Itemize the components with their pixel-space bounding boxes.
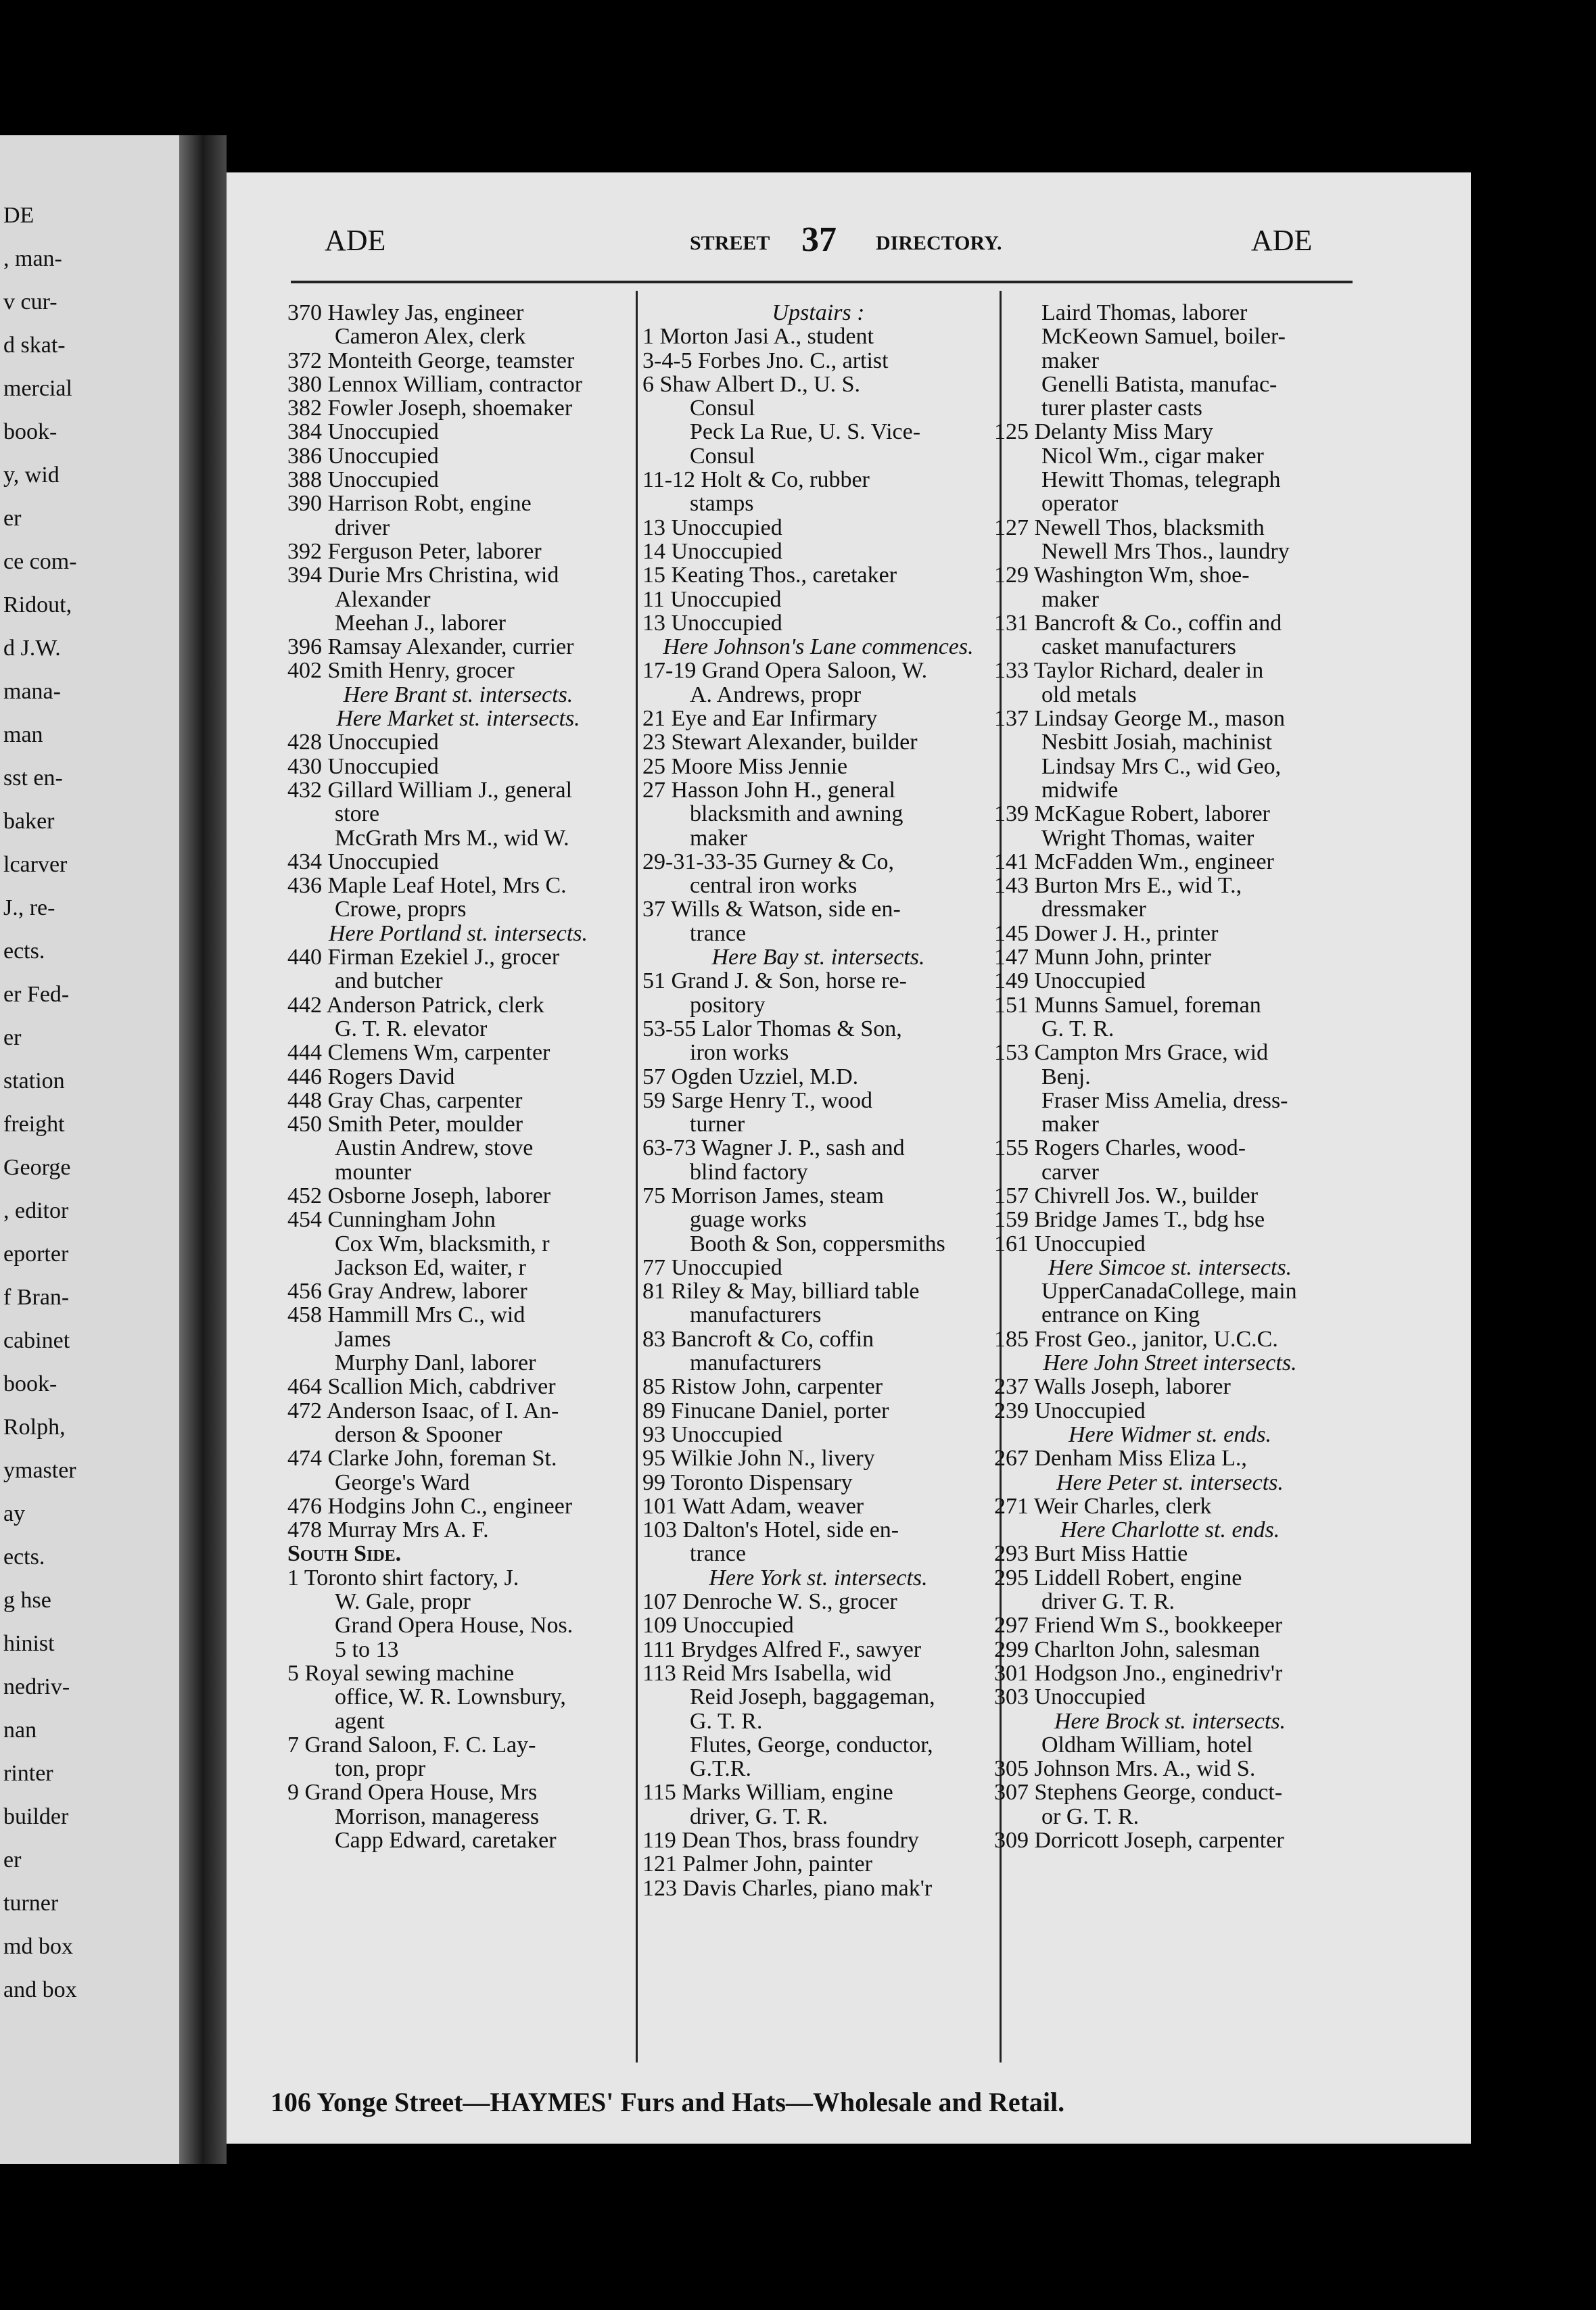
directory-entry: driver, G. T. R. bbox=[690, 1804, 828, 1829]
directory-entry: 17-19 Grand Opera Saloon, W. bbox=[642, 659, 928, 683]
directory-entry: 303 Unoccupied bbox=[994, 1685, 1146, 1710]
directory-entry: 77 Unoccupied bbox=[642, 1255, 782, 1280]
left-page-line: er bbox=[3, 1025, 22, 1050]
directory-entry: 155 Rogers Charles, wood- bbox=[994, 1136, 1246, 1160]
column-2 bbox=[642, 301, 994, 1900]
left-page-line: baker bbox=[3, 809, 55, 834]
directory-entry: 384 Unoccupied bbox=[287, 420, 439, 444]
directory-entry: 115 Marks William, engine bbox=[642, 1781, 893, 1805]
directory-entry: A. Andrews, propr bbox=[690, 682, 862, 707]
directory-entry: 123 Davis Charles, piano mak'r bbox=[642, 1876, 933, 1900]
directory-entry: Fraser Miss Amelia, dress- bbox=[1041, 1088, 1288, 1113]
directory-entry: Benj. bbox=[1041, 1064, 1091, 1089]
left-page-line: book- bbox=[3, 419, 57, 444]
directory-entry: or G. T. R. bbox=[1041, 1804, 1140, 1829]
directory-entry: 59 Sarge Henry T., wood bbox=[642, 1088, 872, 1113]
directory-entry: maker bbox=[1041, 587, 1099, 611]
directory-entry: store bbox=[335, 802, 380, 826]
left-page-line: eporter bbox=[3, 1242, 69, 1267]
directory-entry: 370 Hawley Jas, engineer bbox=[287, 301, 524, 325]
left-page-line: d skat- bbox=[3, 333, 66, 358]
directory-entry: 29-31-33-35 Gurney & Co, bbox=[642, 849, 895, 874]
directory-entry: 57 Ogden Uzziel, M.D. bbox=[642, 1064, 859, 1089]
directory-entry: 456 Gray Andrew, laborer bbox=[287, 1279, 527, 1304]
directory-entry: 83 Bancroft & Co, coffin bbox=[642, 1327, 874, 1352]
directory-entry: 101 Watt Adam, weaver bbox=[642, 1494, 864, 1519]
directory-entry: 472 Anderson Isaac, of I. An- bbox=[287, 1398, 559, 1423]
directory-entry: 6 Shaw Albert D., U. S. bbox=[642, 372, 861, 397]
directory-entry: 147 Munn John, printer bbox=[994, 945, 1212, 970]
directory-entry: 436 Maple Leaf Hotel, Mrs C. bbox=[287, 874, 567, 898]
section-note: Here Peter st. intersects. bbox=[1056, 1470, 1284, 1494]
directory-entry: 458 Hammill Mrs C., wid bbox=[287, 1303, 525, 1327]
directory-entry: 103 Dalton's Hotel, side en- bbox=[642, 1518, 899, 1542]
directory-entry: 432 Gillard William J., general bbox=[287, 778, 573, 803]
header-directory: DIRECTORY. bbox=[876, 232, 1002, 254]
section-note: Here Widmer st. ends. bbox=[1069, 1422, 1271, 1447]
directory-entry: Lindsay Mrs C., wid Geo, bbox=[1041, 754, 1282, 778]
directory-entry: 305 Johnson Mrs. A., wid S. bbox=[994, 1757, 1256, 1781]
directory-entry: dressmaker bbox=[1041, 897, 1146, 922]
directory-entry: James bbox=[335, 1327, 392, 1352]
directory-entry: 95 Wilkie John N., livery bbox=[642, 1446, 875, 1471]
directory-entry: G. T. R. elevator bbox=[335, 1016, 488, 1041]
directory-entry: 382 Fowler Joseph, shoemaker bbox=[287, 396, 573, 421]
directory-entry: UpperCanadaCollege, main bbox=[1041, 1279, 1297, 1304]
directory-entry: 450 Smith Peter, moulder bbox=[287, 1112, 523, 1137]
left-page-line: g hse bbox=[3, 1588, 51, 1613]
section-note: Here Brant st. intersects. bbox=[343, 682, 573, 707]
left-page-line: sst en- bbox=[3, 765, 63, 791]
directory-entry: trance bbox=[690, 921, 747, 946]
directory-entry: 151 Munns Samuel, foreman bbox=[994, 993, 1261, 1017]
header-street: STREET bbox=[690, 232, 770, 254]
directory-entry: 141 McFadden Wm., engineer bbox=[994, 849, 1274, 874]
directory-entry: Hewitt Thomas, telegraph bbox=[1041, 468, 1281, 492]
directory-entry: 299 Charlton John, salesman bbox=[994, 1637, 1260, 1661]
directory-entry: 1 Morton Jasi A., student bbox=[642, 325, 874, 349]
directory-entry: central iron works bbox=[690, 874, 858, 898]
directory-entry: 107 Denroche W. S., grocer bbox=[642, 1590, 897, 1614]
directory-entry: 127 Newell Thos, blacksmith bbox=[994, 515, 1265, 540]
directory-entry: driver bbox=[335, 515, 390, 540]
book-gutter bbox=[179, 135, 227, 2164]
directory-entry: guage works bbox=[690, 1208, 807, 1232]
directory-entry: 153 Campton Mrs Grace, wid bbox=[994, 1041, 1269, 1065]
directory-entry: ton, propr bbox=[335, 1757, 426, 1781]
directory-entry: McGrath Mrs M., wid W. bbox=[335, 826, 569, 850]
section-note: Here Simcoe st. intersects. bbox=[1048, 1255, 1292, 1280]
directory-entry: 109 Unoccupied bbox=[642, 1613, 794, 1638]
directory-entry: 464 Scallion Mich, cabdriver bbox=[287, 1375, 556, 1399]
directory-entry: W. Gale, propr bbox=[335, 1590, 471, 1614]
directory-entry: Oldham William, hotel bbox=[1041, 1732, 1253, 1758]
directory-entry: Consul bbox=[690, 396, 755, 421]
directory-entry: 53-55 Lalor Thomas & Son, bbox=[642, 1016, 902, 1041]
directory-entry: pository bbox=[690, 993, 766, 1017]
directory-entry: 271 Weir Charles, clerk bbox=[994, 1494, 1212, 1519]
directory-entry: trance bbox=[690, 1542, 747, 1566]
left-page-line: ects. bbox=[3, 939, 45, 964]
directory-entry: blind factory bbox=[690, 1160, 808, 1184]
directory-entry: 309 Dorricott Joseph, carpenter bbox=[994, 1829, 1284, 1853]
section-note: Here Bay st. intersects. bbox=[711, 945, 925, 970]
directory-entry: 14 Unoccupied bbox=[642, 539, 782, 564]
directory-entry: Peck La Rue, U. S. Vice- bbox=[690, 420, 921, 444]
directory-entry: 394 Durie Mrs Christina, wid bbox=[287, 563, 559, 588]
directory-entry: Grand Opera House, Nos. bbox=[335, 1613, 573, 1638]
directory-entry: 185 Frost Geo., janitor, U.C.C. bbox=[994, 1327, 1278, 1352]
left-page-line: ce com- bbox=[3, 549, 77, 574]
directory-entry: 121 Palmer John, painter bbox=[642, 1852, 872, 1877]
directory-entry: Crowe, proprs bbox=[335, 897, 467, 922]
directory-entry: 23 Stewart Alexander, builder bbox=[642, 730, 918, 755]
left-page-line: nan bbox=[3, 1718, 37, 1743]
directory-entry: 51 Grand J. & Son, horse re- bbox=[642, 969, 907, 993]
header-page-number: 37 bbox=[801, 220, 837, 259]
header-right: ADE bbox=[1251, 224, 1313, 257]
left-page-line: lcarver bbox=[3, 852, 68, 877]
directory-entry: Austin Andrew, stove bbox=[335, 1136, 534, 1160]
directory-entry: 396 Ramsay Alexander, currier bbox=[287, 635, 574, 659]
directory-entry: 21 Eye and Ear Infirmary bbox=[642, 707, 878, 731]
directory-entry: Consul bbox=[690, 444, 755, 469]
directory-entry: 297 Friend Wm S., bookkeeper bbox=[994, 1613, 1283, 1638]
left-page-line: cabinet bbox=[3, 1328, 70, 1353]
directory-entry: 430 Unoccupied bbox=[287, 754, 439, 778]
directory-entry: 99 Toronto Dispensary bbox=[642, 1470, 853, 1494]
directory-entry: 145 Dower J. H., printer bbox=[994, 921, 1219, 946]
directory-entry: Cameron Alex, clerk bbox=[335, 325, 526, 349]
directory-entry: 143 Burton Mrs E., wid T., bbox=[994, 874, 1242, 898]
directory-entry: 3-4-5 Forbes Jno. C., artist bbox=[642, 348, 889, 373]
directory-entry: 474 Clarke John, foreman St. bbox=[287, 1446, 557, 1471]
directory-entry: 159 Bridge James T., bdg hse bbox=[994, 1208, 1265, 1232]
directory-entry: Jackson Ed, waiter, r bbox=[335, 1255, 526, 1280]
directory-entry: 89 Finucane Daniel, porter bbox=[642, 1398, 889, 1423]
left-page-line: J., re- bbox=[3, 895, 55, 920]
directory-entry: 239 Unoccupied bbox=[994, 1398, 1146, 1423]
directory-entry: Alexander bbox=[335, 587, 431, 611]
directory-entry: 139 McKague Robert, laborer bbox=[994, 802, 1270, 826]
directory-entry: 392 Ferguson Peter, laborer bbox=[287, 539, 542, 564]
left-page-line: man bbox=[3, 722, 43, 747]
left-page-line: y, wid bbox=[3, 463, 60, 488]
page-header bbox=[325, 220, 1461, 274]
directory-entry: G. T. R. bbox=[690, 1709, 763, 1733]
directory-entry: 63-73 Wagner J. P., sash and bbox=[642, 1136, 905, 1160]
section-note: Here Portland st. intersects. bbox=[328, 921, 588, 946]
directory-entry: 380 Lennox William, contractor bbox=[287, 372, 583, 397]
directory-entry: Genelli Batista, manufac- bbox=[1041, 372, 1277, 397]
directory-entry: Booth & Son, coppersmiths bbox=[690, 1231, 945, 1256]
directory-entry: 5 Royal sewing machine bbox=[287, 1661, 515, 1686]
left-page-line: er bbox=[3, 506, 22, 531]
directory-entry: 113 Reid Mrs Isabella, wid bbox=[642, 1661, 891, 1686]
directory-entry: mounter bbox=[335, 1160, 412, 1184]
directory-entry: 444 Clemens Wm, carpenter bbox=[287, 1041, 550, 1065]
directory-entry: 434 Unoccupied bbox=[287, 849, 439, 874]
left-page-line: ymaster bbox=[3, 1458, 76, 1483]
directory-entry: Murphy Danl, laborer bbox=[335, 1351, 536, 1375]
directory-entry: Wright Thomas, waiter bbox=[1041, 826, 1254, 850]
header-rule bbox=[291, 281, 1353, 283]
directory-entry: 372 Monteith George, teamster bbox=[287, 348, 575, 373]
directory-entry: blacksmith and awning bbox=[690, 802, 903, 826]
directory-entry: 446 Rogers David bbox=[287, 1064, 455, 1089]
left-page-line: and box bbox=[3, 1977, 77, 2002]
section-note: Here Charlotte st. ends. bbox=[1060, 1518, 1280, 1542]
directory-entry: 137 Lindsay George M., mason bbox=[994, 707, 1285, 731]
directory-entry: office, W. R. Lownsbury, bbox=[335, 1685, 566, 1710]
directory-entry: 454 Cunningham John bbox=[287, 1208, 496, 1232]
directory-entry: 75 Morrison James, steam bbox=[642, 1183, 884, 1208]
directory-entry: 93 Unoccupied bbox=[642, 1422, 782, 1447]
directory-entry: Morrison, manageress bbox=[335, 1804, 540, 1829]
directory-entry: 1 Toronto shirt factory, J. bbox=[287, 1565, 519, 1590]
directory-entry: 301 Hodgson Jno., enginedriv'r bbox=[994, 1661, 1283, 1686]
directory-entry: maker bbox=[690, 826, 747, 850]
directory-entry: McKeown Samuel, boiler- bbox=[1041, 325, 1286, 349]
left-page-line: , editor bbox=[3, 1198, 69, 1223]
directory-entry: maker bbox=[1041, 348, 1099, 373]
column-3 bbox=[994, 301, 1346, 1852]
left-page-line: ects. bbox=[3, 1545, 45, 1570]
directory-entry: 125 Delanty Miss Mary bbox=[994, 420, 1213, 444]
directory-entry: 11-12 Holt & Co, rubber bbox=[642, 468, 870, 492]
directory-entry: and butcher bbox=[335, 969, 443, 993]
left-page-line: , man- bbox=[3, 246, 62, 271]
directory-entry: 448 Gray Chas, carpenter bbox=[287, 1088, 523, 1113]
directory-entry: 13 Unoccupied bbox=[642, 515, 782, 540]
left-page-line: hinist bbox=[3, 1631, 55, 1656]
directory-entry: agent bbox=[335, 1709, 385, 1733]
directory-entry: 161 Unoccupied bbox=[994, 1231, 1146, 1256]
directory-entry: 476 Hodgins John C., engineer bbox=[287, 1494, 573, 1519]
left-page-line: nedriv- bbox=[3, 1674, 70, 1699]
left-page-line: DE bbox=[3, 203, 34, 228]
column-divider-1 bbox=[636, 291, 638, 2062]
directory-entry: driver G. T. R. bbox=[1041, 1590, 1175, 1614]
directory-entry: Nicol Wm., cigar maker bbox=[1041, 444, 1264, 469]
directory-entry: 5 to 13 bbox=[335, 1637, 399, 1661]
directory-entry: 9 Grand Opera House, Mrs bbox=[287, 1781, 538, 1805]
directory-entry: midwife bbox=[1041, 778, 1119, 803]
directory-entry: 267 Denham Miss Eliza L., bbox=[994, 1446, 1247, 1471]
left-page-line: freight bbox=[3, 1112, 65, 1137]
directory-entry: manufacturers bbox=[690, 1351, 822, 1375]
section-note: Upstairs : bbox=[772, 301, 865, 325]
left-page-line: George bbox=[3, 1155, 71, 1180]
directory-entry: 25 Moore Miss Jennie bbox=[642, 754, 848, 778]
section-note: Here Johnson's Lane commences. bbox=[663, 635, 974, 659]
directory-entry: old metals bbox=[1041, 682, 1137, 707]
directory-entry: 388 Unoccupied bbox=[287, 468, 439, 492]
directory-entry: 81 Riley & May, billiard table bbox=[642, 1279, 920, 1304]
left-page-line: station bbox=[3, 1068, 65, 1093]
directory-entry: 13 Unoccupied bbox=[642, 611, 782, 636]
directory-entry: Cox Wm, blacksmith, r bbox=[335, 1231, 550, 1256]
directory-entry: Capp Edward, caretaker bbox=[335, 1829, 557, 1853]
directory-entry: turner bbox=[690, 1112, 745, 1137]
directory-entry: Reid Joseph, baggageman, bbox=[690, 1685, 935, 1710]
left-page-line: mana- bbox=[3, 679, 61, 704]
left-page-line: er Fed- bbox=[3, 982, 70, 1007]
directory-entry: 390 Harrison Robt, engine bbox=[287, 492, 532, 516]
left-page-line: md box bbox=[3, 1934, 73, 1959]
directory-entry: Newell Mrs Thos., laundry bbox=[1041, 539, 1290, 564]
page-footer: 106 Yonge Street—HAYMES' Furs and Hats—Wholesale and Retail. bbox=[271, 2087, 1065, 2117]
left-page-line: ay bbox=[3, 1501, 26, 1526]
left-page-line: Ridout, bbox=[3, 592, 72, 617]
directory-entry: entrance on King bbox=[1041, 1303, 1200, 1327]
directory-entry: 131 Bancroft & Co., coffin and bbox=[994, 611, 1282, 636]
directory-entry: 15 Keating Thos., caretaker bbox=[642, 563, 897, 588]
left-page-line: turner bbox=[3, 1891, 59, 1916]
directory-entry: 442 Anderson Patrick, clerk bbox=[287, 993, 544, 1017]
left-page-line: rinter bbox=[3, 1761, 53, 1786]
directory-entry: 85 Ristow John, carpenter bbox=[642, 1375, 883, 1399]
left-page-line: builder bbox=[3, 1804, 69, 1829]
directory-entry: carver bbox=[1041, 1160, 1099, 1184]
directory-entry: derson & Spooner bbox=[335, 1422, 502, 1447]
directory-entry: 402 Smith Henry, grocer bbox=[287, 659, 515, 683]
directory-entry: 157 Chivrell Jos. W., builder bbox=[994, 1183, 1259, 1208]
left-page-line: er bbox=[3, 1847, 22, 1872]
left-page-line: Rolph, bbox=[3, 1415, 66, 1440]
directory-entry: Flutes, George, conductor, bbox=[690, 1732, 933, 1758]
directory-entry: 478 Murray Mrs A. F. bbox=[287, 1518, 489, 1542]
directory-entry: 27 Hasson John H., general bbox=[642, 778, 895, 803]
left-page-line: v cur- bbox=[3, 289, 57, 314]
section-note: Here John Street intersects. bbox=[1043, 1351, 1297, 1375]
directory-entry: manufacturers bbox=[690, 1303, 822, 1327]
left-page-line: mercial bbox=[3, 376, 72, 401]
directory-entry: 37 Wills & Watson, side en- bbox=[642, 897, 901, 922]
directory-entry: 11 Unoccupied bbox=[642, 587, 782, 611]
directory-entry: 133 Taylor Richard, dealer in bbox=[994, 659, 1264, 683]
directory-entry: 295 Liddell Robert, engine bbox=[994, 1565, 1242, 1590]
directory-entry: 149 Unoccupied bbox=[994, 969, 1146, 993]
left-page-line: f Bran- bbox=[3, 1285, 70, 1310]
directory-entry: Meehan J., laborer bbox=[335, 611, 507, 636]
section-note: Here York st. intersects. bbox=[709, 1565, 928, 1590]
section-note: Here Brock st. intersects. bbox=[1054, 1709, 1286, 1733]
directory-entry: 129 Washington Wm, shoe- bbox=[994, 563, 1250, 588]
left-page-line: d J.W. bbox=[3, 636, 61, 661]
left-page-line: book- bbox=[3, 1371, 57, 1396]
column-1 bbox=[287, 301, 629, 1852]
directory-entry: Laird Thomas, laborer bbox=[1041, 301, 1248, 325]
directory-entry: iron works bbox=[690, 1041, 789, 1065]
directory-entry: 428 Unoccupied bbox=[287, 730, 439, 755]
section-note: Here Market st. intersects. bbox=[336, 707, 580, 731]
directory-entry: 7 Grand Saloon, F. C. Lay- bbox=[287, 1732, 536, 1758]
directory-entry: G. T. R. bbox=[1041, 1016, 1114, 1041]
header-left: ADE bbox=[325, 224, 386, 257]
directory-entry: 307 Stephens George, conduct- bbox=[994, 1781, 1283, 1805]
left-page-text bbox=[3, 203, 179, 2029]
directory-entry: G.T.R. bbox=[690, 1757, 751, 1781]
directory-entry: 111 Brydges Alfred F., sawyer bbox=[642, 1637, 922, 1661]
directory-entry: 440 Firman Ezekiel J., grocer bbox=[287, 945, 560, 970]
directory-entry: 452 Osborne Joseph, laborer bbox=[287, 1183, 551, 1208]
directory-entry: casket manufacturers bbox=[1041, 635, 1236, 659]
directory-entry: stamps bbox=[690, 492, 754, 516]
directory-entry: 237 Walls Joseph, laborer bbox=[994, 1375, 1231, 1399]
directory-entry: maker bbox=[1041, 1112, 1099, 1137]
directory-entry: Nesbitt Josiah, machinist bbox=[1041, 730, 1272, 755]
directory-entry: George's Ward bbox=[335, 1470, 470, 1494]
directory-entry: 119 Dean Thos, brass foundry bbox=[642, 1829, 919, 1853]
directory-entry: turer plaster casts bbox=[1041, 396, 1202, 421]
directory-entry: operator bbox=[1041, 492, 1119, 516]
directory-entry: South Side. bbox=[287, 1542, 402, 1566]
directory-entry: 386 Unoccupied bbox=[287, 444, 439, 469]
directory-entry: 293 Burt Miss Hattie bbox=[994, 1542, 1188, 1566]
